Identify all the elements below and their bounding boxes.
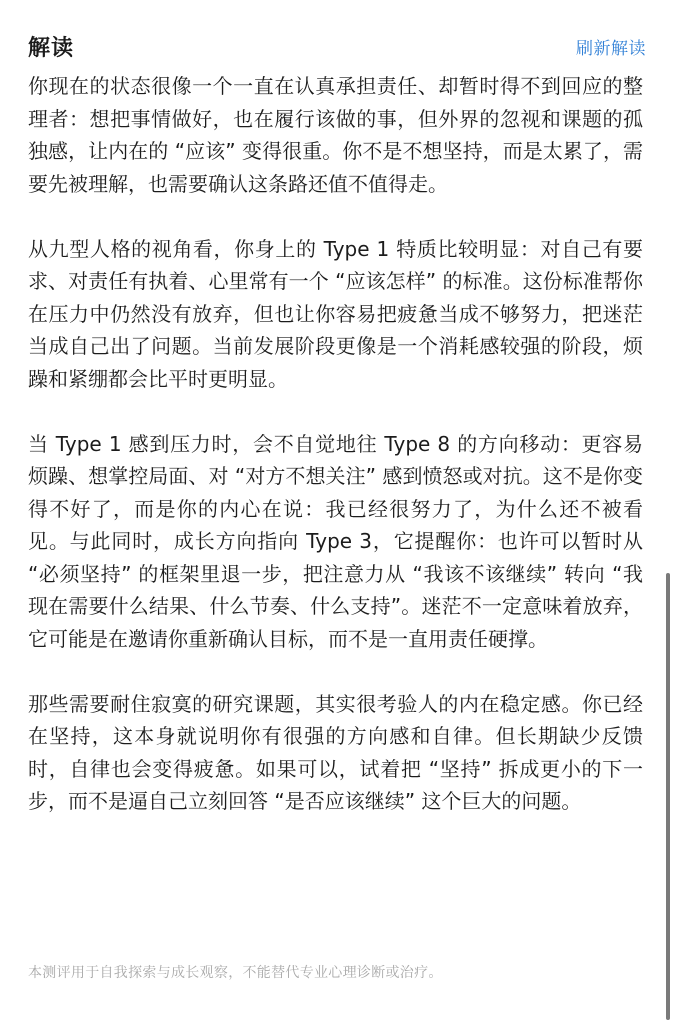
interpretation-paragraph: 从九型人格的视角看，你身上的 Type 1 特质比较明显：对自己有要求、对责任有执着、心里常有一个 “应该怎样” 的标准。这份标准帮你在压力中仍然没有放弃，但也让你容易把疲惫当成不够努力，把迷茫当成自己出了问题。当前发展阶段更像是一个消耗感较强的阶段，烦躁和紧绷都会比平时更明显。	[28, 236, 643, 391]
interpretation-paragraph: 那些需要耐住寂寞的研究课题，其实很考验人的内在稳定感。你已经在坚持，这本身就说明你有很强的方向感和自律。但长期缺少反馈时，自律也会变得疲惫。如果可以，试着把 “坚持” 拆成更小的下一步，而不是逼自己立刻回答 “是否应该继续” 这个巨大的问题。	[28, 691, 643, 813]
disclaimer-text: 本测评用于自我探索与成长观察，不能替代专业心理诊断或治疗。	[28, 965, 443, 981]
interpretation-content	[28, 70, 643, 850]
interpretation-paragraph: 当 Type 1 感到压力时，会不自觉地往 Type 8 的方向移动：更容易烦躁、想掌控局面、对 “对方不想关注” 感到愤怒或对抗。这不是你变得不好了，而是你的内心在说：我已经很努力了，为什么还不被看见。与此同时，成长方向指向 Type 3，它提醒你：也许可以暂时从 “必须坚持” 的框架里退一步，把注意力从 “我该不该继续” 转向 “我现在需要什么结果、什么节奏、什么支持”。迷茫不一定意味着放弃，它可能是在邀请你重新确认目标，而不是一直用责任硬撑。	[28, 431, 643, 651]
refresh-interpretation-button[interactable]: 刷新解读	[576, 38, 646, 59]
interpretation-paragraph: 你现在的状态很像一个一直在认真承担责任、却暂时得不到回应的整理者：想把事情做好，也在履行该做的事，但外界的忽视和课题的孤独感，让内在的 “应该” 变得很重。你不是不想坚持，而是太累了，需要先被理解，也需要确认这条路还值不值得走。	[28, 74, 643, 196]
scrollbar-thumb[interactable]	[666, 573, 670, 1020]
section-header	[28, 26, 646, 66]
section-title: 解读	[28, 35, 75, 61]
